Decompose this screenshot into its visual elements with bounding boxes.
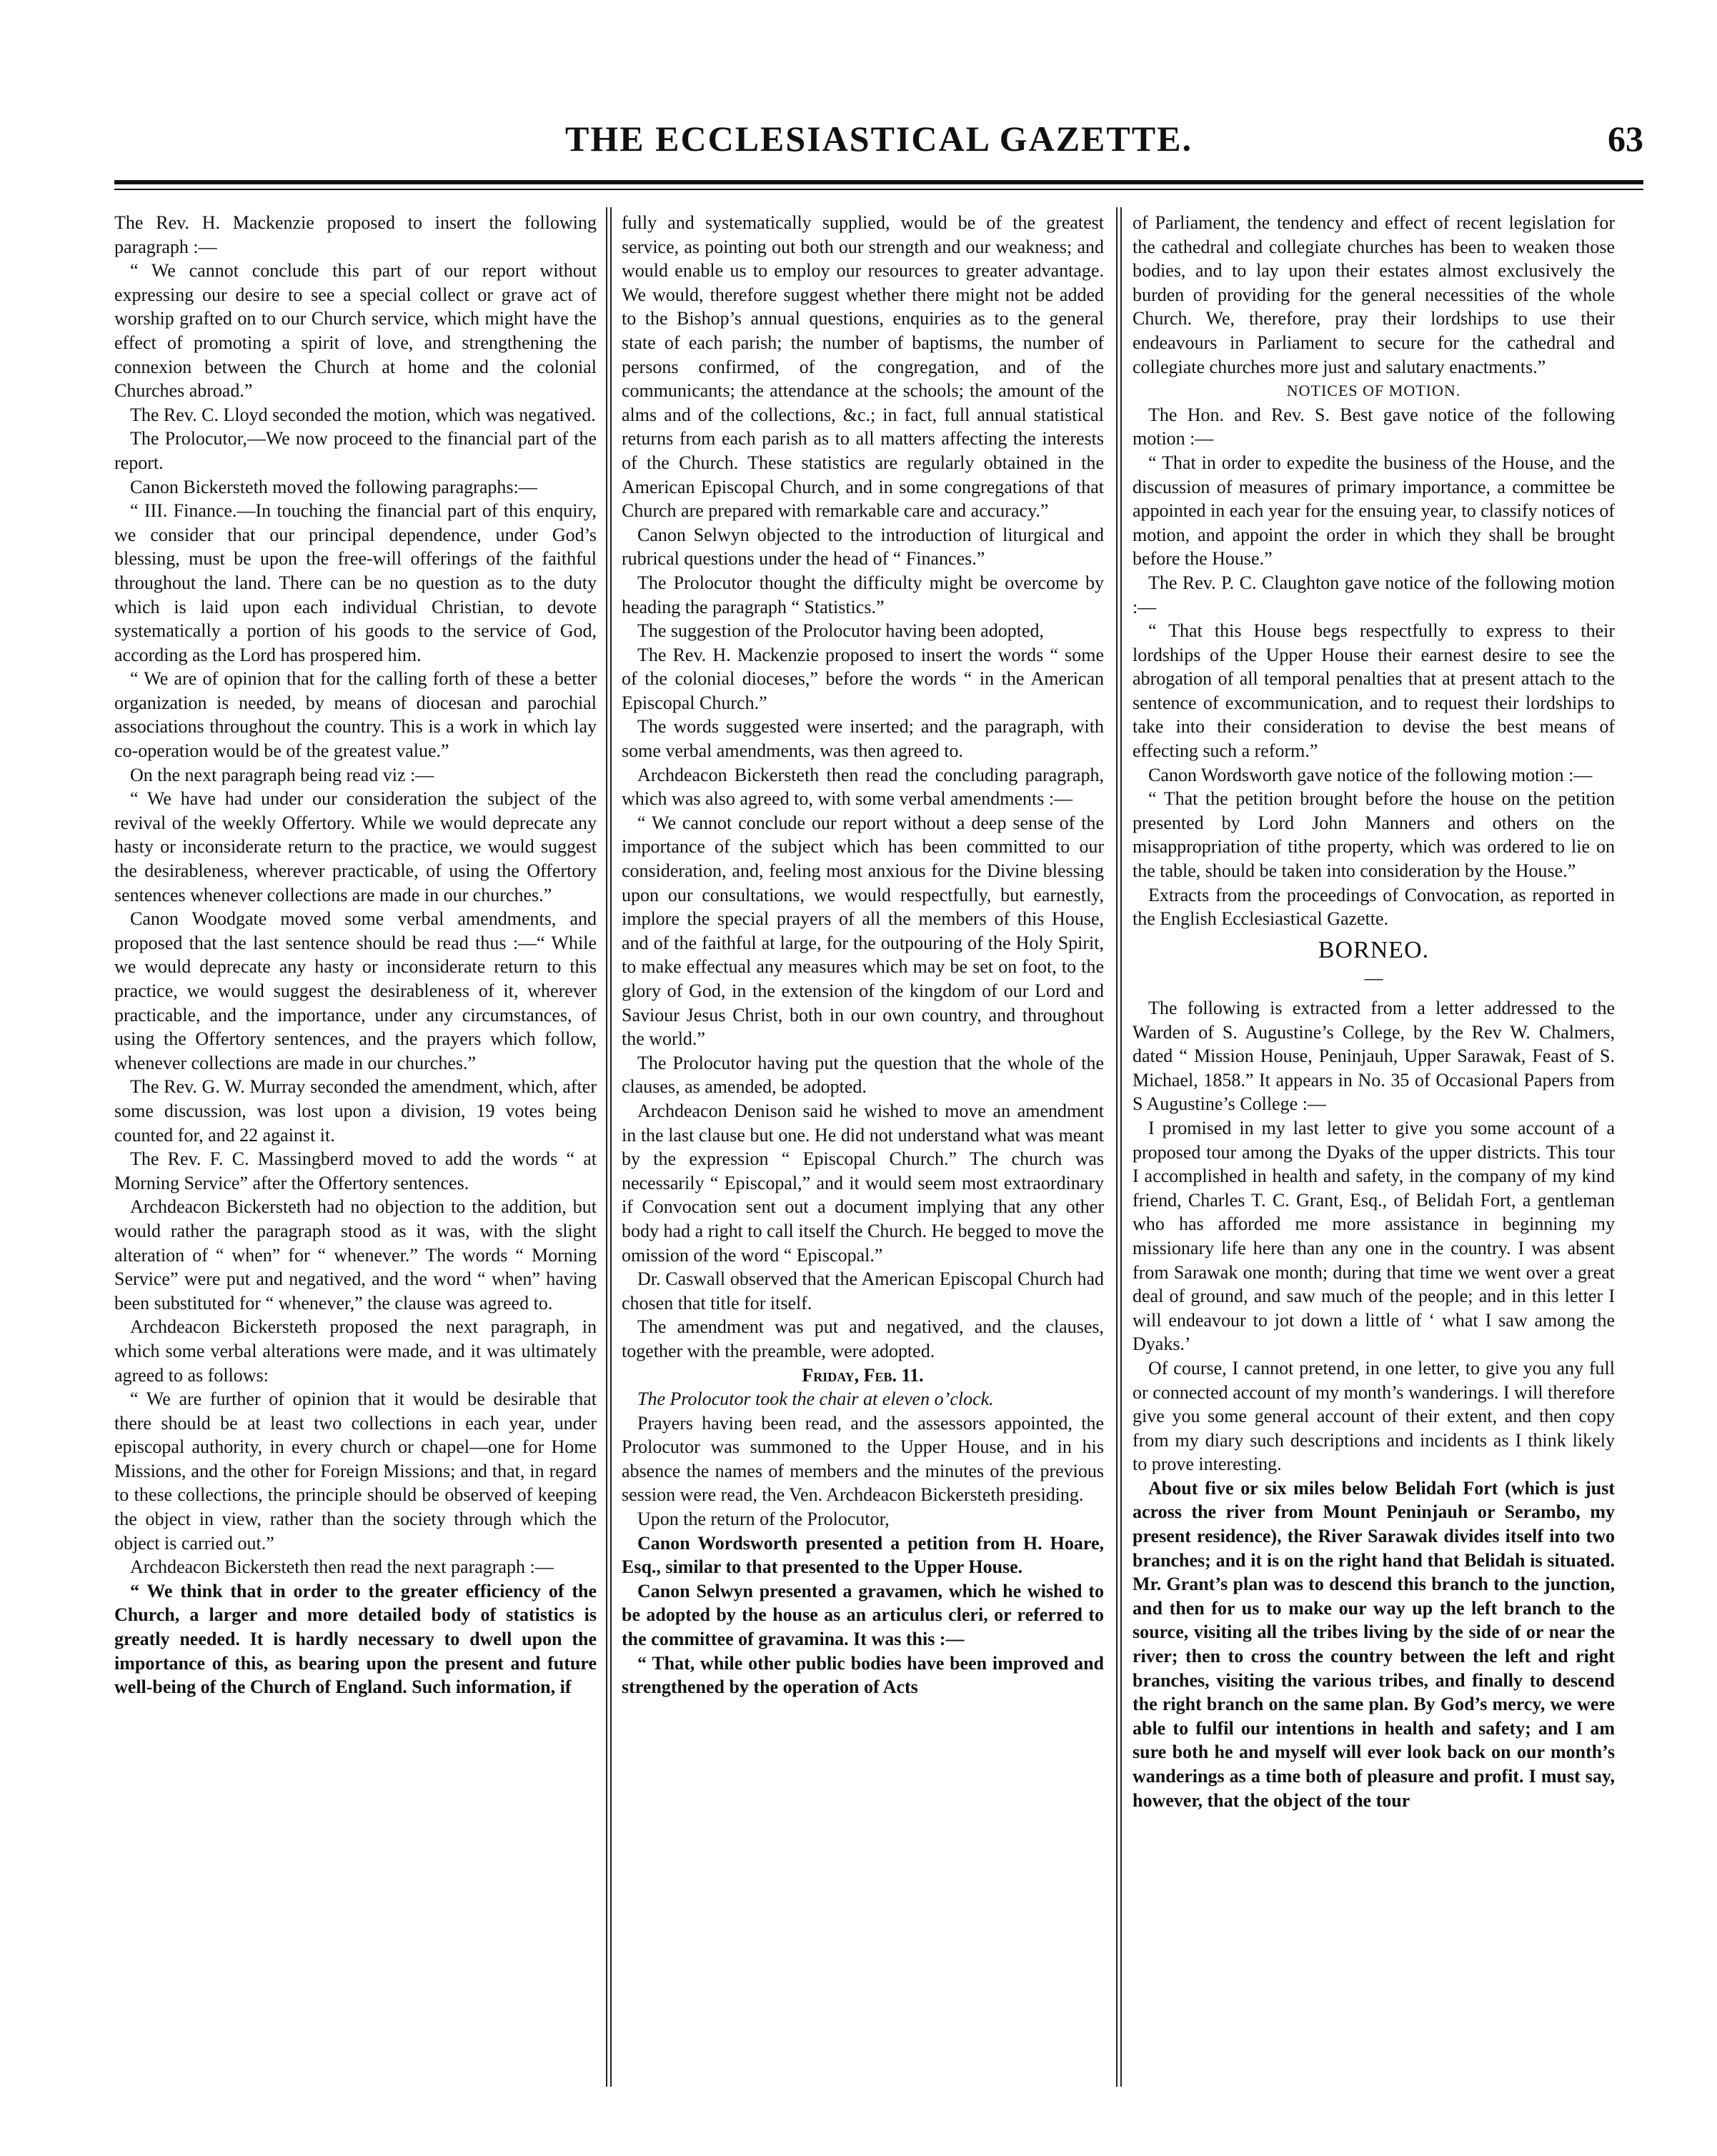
paragraph: Archdeacon Bickersteth then read the concluding paragraph, which was also agreed to, with some verbal amendments :— [622, 764, 1104, 810]
page-number: 63 [1608, 119, 1643, 159]
heading-dash: — [1364, 968, 1383, 989]
section-subheading: NOTICES OF MOTION. [1286, 382, 1461, 400]
column-1 [114, 211, 597, 2083]
masthead [114, 118, 1643, 168]
paragraph: Archdeacon Bickersteth proposed the next paragraph, in which some verbal alterations were made, and it was ultimately agreed to as follows: [114, 1316, 597, 1386]
paragraph: I promised in my last letter to give you some account of a proposed tour among the Dyaks of the upper districts. This tour I accomplished in health and safety, in the company of my kind friend, Charles T. C. Grant, Esq., of Belidah Fort, a gentleman who has afforded me more assistance in beginning my missionary life here than any one in the country. I was absent from Sarawak one month; during that time we went over a great deal of ground, and saw much of the people; and in this letter I will endeavour to jot down a little of ‘ what I saw among the Dyaks.’ [1133, 1117, 1615, 1355]
paragraph: The following is extracted from a letter addressed to the Warden of S. Augustine’s College, by the Rev W. Chalmers, dated “ Mission House, Peninjauh, Upper Sarawak, Feast of S. Michael, 1858.” It appears in No. 35 of Occasional Papers from S Augustine’s College :— [1133, 998, 1615, 1115]
paragraph: The Rev. G. W. Murray seconded the amendment, which, after some discussion, was lost upon a division, 19 votes being counted for, and 22 against it. [114, 1076, 597, 1146]
paragraph: The Rev. P. C. Claughton gave notice of the following motion :— [1133, 572, 1615, 617]
paragraph: Archdeacon Bickersteth had no objection to the addition, but would rather the paragraph stood as it was, with the slight alteration of “ when” for “ whenever.” The words “ Morning Service” were put and negatived, and the word “ when” having been substituted for “ whenever,” the clause was agreed to. [114, 1196, 597, 1313]
paragraph: The Hon. and Rev. S. Best gave notice of the following motion :— [1133, 404, 1615, 449]
paragraph: “ That this House begs respectfully to express to their lordships of the Upper House their earnest desire to see the abrogation of all temporal penalties that at present attach to the sentence of excommunication, and to request their lordships to take into their consideration to devise the best means of effecting such a reform.” [1133, 620, 1615, 762]
paragraph: Canon Woodgate moved some verbal amendments, and proposed that the last sentence should be read thus :—“ While we would deprecate any hasty or inconsiderate return to this practice, we would suggest the desirableness of it, wherever practicable, and the importance, under any circumstances, of using the Offertory sentences, and the prayers which follow, whenever collections are made in our churches.” [114, 908, 597, 1073]
paragraph: “ We think that in order to the greater efficiency of the Church, a larger and more detailed body of statistics is greatly needed. It is hardly necessary to dwell upon the importance of this, as bearing upon the present and future well-being of the Church of England. Such information, if [114, 1580, 597, 1698]
paragraph: Archdeacon Denison said he wished to move an amendment in the last clause but one. He did not understand what was meant by the expression “ Episcopal Church.” The church was necessarily “ Episcopal,” and it would seem most extraordinary if Convocation sent out a document implying that any other body had a right to call itself the Church. He begged to move the omission of the word “ Episcopal.” [622, 1100, 1104, 1266]
paragraph: Extracts from the proceedings of Convocation, as reported in the English Ecclesiastical Gazette. [1133, 884, 1615, 930]
paragraph: Canon Selwyn objected to the introduction of liturgical and rubrical questions under the head of “ Finances.” [622, 524, 1104, 570]
paragraph: The Rev. H. Mackenzie proposed to insert the following paragraph :— [114, 212, 597, 257]
paragraph: Prayers having been read, and the assessors appointed, the Prolocutor was summoned to the Upper House, and in his absence the names of members and the minutes of the previous session were read, the Ven. Archdeacon Bickersteth presiding. [622, 1412, 1104, 1506]
column-2 [622, 211, 1104, 2083]
paragraph: The suggestion of the Prolocutor having been adopted, [637, 620, 1044, 642]
paragraph: Of course, I cannot pretend, in one letter, to give you any full or connected account of my month’s wanderings. I will therefore give you some general account of their extent, and then copy from my diary such descriptions and incidents as I think likely to prove interesting. [1133, 1357, 1615, 1475]
paragraph: Upon the return of the Prolocutor, [637, 1509, 890, 1530]
column-3 [1133, 211, 1615, 2083]
paragraph: Canon Wordsworth presented a petition from H. Hoare, Esq., similar to that presented to the Upper House. [622, 1532, 1104, 1578]
paragraph: The Rev. C. Lloyd seconded the motion, which was negatived. [130, 404, 596, 425]
paragraph: of Parliament, the tendency and effect of recent legislation for the cathedral and collegiate churches has been to weaken those bodies, and to lay upon their estates almost exclusively the burden of providing for the general necessities of the whole Church. We, therefore, pray their lordships to use their endeavours in Parliament to secure for the cathedral and collegiate churches more just and salutary enactments.” [1133, 212, 1615, 377]
paragraph: “ That in order to expedite the business of the House, and the discussion of measures of primary importance, a committee be appointed in each year for the ensuing year, to classify notices of motion, and appoint the order in which they shall be brought before the House.” [1133, 452, 1615, 570]
paragraph: fully and systematically supplied, would be of the greatest service, as pointing out both our strength and our weakness; and would enable us to employ our resources to greater advantage. We would, therefore suggest whether there might not be added to the Bishop’s annual questions, enquiries as to the general state of each parish; the number of baptisms, the number of persons confirmed, of the congregation, and of the communicants; the attendance at the schools; the amount of the alms and of the collections, &c.; in fact, full annual statistical returns from each parish as to all matters affecting the interests of the Church. These statistics are regularly obtained in the American Episcopal Church, and in some congregations of that Church are prepared with remarkable care and accuracy.” [622, 212, 1104, 522]
paragraph: The Rev. H. Mackenzie proposed to insert the words “ some of the colonial dioceses,” before the words “ in the American Episcopal Church.” [622, 644, 1104, 713]
paragraph: Archdeacon Bickersteth then read the next paragraph :— [130, 1556, 554, 1578]
paragraph: Dr. Caswall observed that the American Episcopal Church had chosen that title for itself. [622, 1268, 1104, 1313]
paragraph: The Prolocutor,—We now proceed to the financial part of the report. [114, 428, 597, 473]
paragraph: “ We have had under our consideration the subject of the revival of the weekly Offertory. While we would deprecate any hasty or inconsiderate return to the practice, we would suggest the desirableness, wherever practicable, of using the Offertory sentences whenever collections are made in our churches.” [114, 788, 597, 905]
paragraph: Canon Bickersteth moved the following paragraphs:— [130, 476, 537, 497]
paragraph: “ III. Finance.—In touching the financial part of this enquiry, we consider that our principal dependence, under God’s blessing, must be upon the free-will offerings of the faithful throughout the land. There can be no question as to the duty which is laid upon each individual Christian, to devote systematically a portion of his goods to the service of God, according as the Lord has prospered him. [114, 500, 597, 665]
column-divider-1 [606, 207, 612, 2087]
paragraph: Canon Wordsworth gave notice of the following motion :— [1148, 764, 1593, 785]
paragraph: On the next paragraph being read viz :— [130, 764, 434, 785]
paragraph: The Prolocutor having put the question that the whole of the clauses, as amended, be adopted. [622, 1052, 1104, 1098]
section-heading: BORNEO. [1318, 936, 1430, 963]
paragraph: “ We are further of opinion that it would be desirable that there should be at least two collections in each year, under episcopal authority, in every church or chapel—one for Home Missions, and the other for Foreign Missions; and that, in regard to these collections, the principle should be observed of keeping the object in view, rather than the society through which the object is carried out.” [114, 1389, 597, 1554]
date-heading: Friday, Feb. 11. [802, 1364, 924, 1386]
paragraph: “ We are of opinion that for the calling forth of these a better organization is needed, by means of diocesan and parochial associations throughout the country. This is a work in which lay co-operation would be of the greatest value.” [114, 668, 597, 762]
header-rule-thick [114, 180, 1643, 184]
paragraph: The words suggested were inserted; and the paragraph, with some verbal amendments, was then agreed to. [622, 716, 1104, 762]
paragraph: The Prolocutor thought the difficulty might be overcome by heading the paragraph “ Statistics.” [622, 572, 1104, 617]
paragraph: The amendment was put and negatived, and the clauses, together with the preamble, were adopted. [622, 1316, 1104, 1361]
paragraph: The Prolocutor took the chair at eleven o’clock. [637, 1389, 994, 1410]
paragraph: The Rev. F. C. Massingberd moved to add the words “ at Morning Service” after the Offertory sentences. [114, 1148, 597, 1193]
paragraph: Canon Selwyn presented a gravamen, which he wished to be adopted by the house as an articulus cleri, or referred to the committee of gravamina. It was this :— [622, 1580, 1104, 1650]
newspaper-title: THE ECCLESIASTICAL GAZETTE. [565, 119, 1193, 159]
header-rule-thin [114, 189, 1643, 190]
column-divider-2 [1116, 207, 1122, 2087]
paragraph: “ We cannot conclude this part of our report without expressing our desire to see a special collect or grave act of worship grafted on to our Church service, which might have the effect of promoting a spirit of love, and strengthening the connexion between the Church at home and the colonial Churches abroad.” [114, 260, 597, 402]
paragraph: “ That the petition brought before the house on the petition presented by Lord John Manners and others on the misappropriation of tithe property, which was ordered to lie on the table, should be taken into consideration by the House.” [1133, 788, 1615, 882]
paragraph: “ That, while other public bodies have been improved and strengthened by the operation of Acts [622, 1652, 1104, 1698]
paragraph: About five or six miles below Belidah Fort (which is just across the river from Mount Peninjauh or Serambo, my present residence), the River Sarawak divides itself into two branches; and it is on the right hand that Belidah is situated. Mr. Grant’s plan was to descend this branch to the junction, and then for us to make our way up the left branch to the source, visiting all the tribes living by the side of or near the river; then to cross the country between the left and right branches, visiting the various tribes, and finally to descend the right branch on the same plan. By God’s mercy, we were able to fulfil our intentions in health and safety; and I am sure both he and myself will ever look back on our month’s wanderings as a time both of pleasure and profit. I must say, however, that the object of the tour [1133, 1477, 1615, 1811]
paragraph: “ We cannot conclude our report without a deep sense of the importance of the subject which has been committed to our consideration, and, feeling most anxious for the Divine blessing upon our consultations, we would respectfully, but earnestly, implore the special prayers of all the members of this House, and of the faithful at large, for the outpouring of the Holy Spirit, to make effectual any measures which may be set on foot, to the glory of God, in the extension of the kingdom of our Lord and Saviour Jesus Christ, both in our own country, and throughout the world.” [622, 812, 1104, 1050]
